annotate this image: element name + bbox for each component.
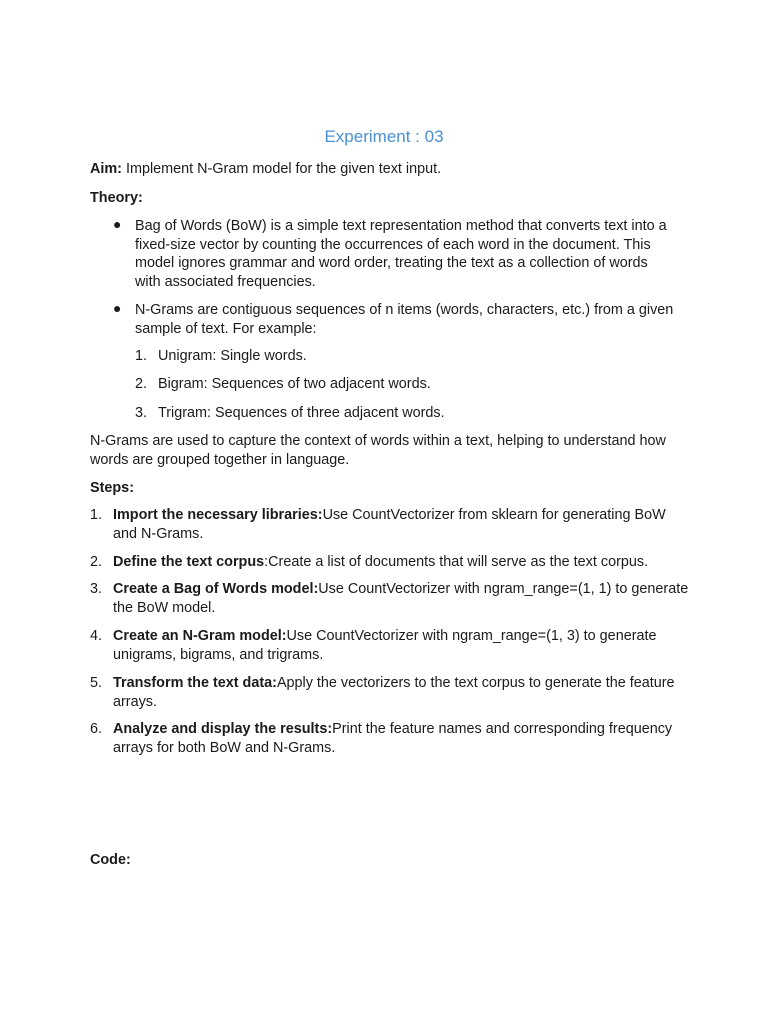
step-number: 6. <box>90 721 103 737</box>
steps-heading: Steps: <box>90 480 134 496</box>
step-title: Define the text corpus <box>113 554 265 570</box>
ngram-type-number: 3. <box>135 405 148 421</box>
step-number: 5. <box>90 675 103 691</box>
step-text: :Create a list of documents that will serve as the text corpus. <box>264 554 649 570</box>
ngram-note: N-Grams are used to capture the context of words within a text, helping to understand how words are grouped together in language. <box>90 433 666 468</box>
bullet-marker: ● <box>113 216 122 232</box>
ngram-type-number: 2. <box>135 376 148 392</box>
step-number: 3. <box>90 581 103 597</box>
step-title: Analyze and display the results: <box>113 721 333 737</box>
theory-bullet-bow: Bag of Words (BoW) is a simple text representation method that converts text into a fixed-size vector by counting the occurrences of each word in the document. This model ignores grammar and word order, treating the text as a collection of words with associated frequencies. <box>135 218 667 291</box>
step-number: 4. <box>90 628 103 644</box>
step-text: Use CountVectorizer with ngram_range=(1, 3) to generate unigrams, bigrams, and trigrams. <box>113 628 657 663</box>
step-item <box>113 580 693 617</box>
ngram-type-number: 1. <box>135 348 148 364</box>
step-item <box>113 506 693 543</box>
code-heading: Code: <box>90 852 131 868</box>
step-text: Apply the vectorizers to the text corpus to generate the feature arrays. <box>113 675 675 710</box>
step-text: Use CountVectorizer with ngram_range=(1, 1) to generate the BoW model. <box>113 581 689 616</box>
theory-bullet-ngram: N-Grams are contiguous sequences of n items (words, characters, etc.) from a given sample of text. For example: <box>135 302 674 337</box>
step-text: Use CountVectorizer from sklearn for generating BoW and N-Grams. <box>113 507 666 542</box>
step-item <box>113 720 693 757</box>
step-title: Transform the text data: <box>113 675 277 691</box>
step-item <box>113 627 693 664</box>
step-item <box>113 553 693 572</box>
ngram-type-unigram: Unigram: Single words. <box>158 348 307 364</box>
aim-line <box>90 160 680 179</box>
theory-heading: Theory: <box>90 190 143 206</box>
page-title: Experiment : 03 <box>324 127 444 146</box>
aim-text: Implement N-Gram model for the given text input. <box>125 161 442 177</box>
step-text: Print the feature names and corresponding frequency arrays for both BoW and N-Grams. <box>113 721 673 756</box>
step-title: Create a Bag of Words model: <box>113 581 319 597</box>
step-number: 1. <box>90 507 103 523</box>
ngram-type-trigram: Trigram: Sequences of three adjacent words. <box>158 405 445 421</box>
step-item <box>113 674 693 711</box>
ngram-type-bigram: Bigram: Sequences of two adjacent words. <box>158 376 431 392</box>
step-title: Create an N-Gram model: <box>113 628 287 644</box>
bullet-marker: ● <box>113 300 122 316</box>
step-title: Import the necessary libraries: <box>113 507 323 523</box>
aim-label: Aim: <box>90 161 122 177</box>
step-number: 2. <box>90 554 103 570</box>
